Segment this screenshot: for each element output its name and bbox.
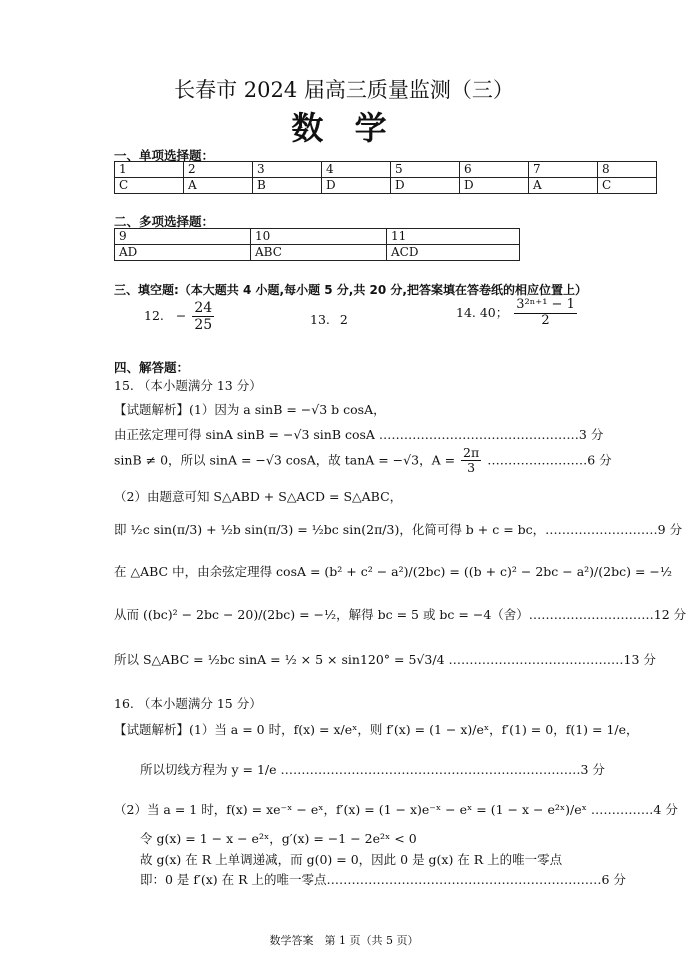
q16-line4: 令 g(x) = 1 − x − e²ˣ，g′(x) = −1 − 2e²ˣ < 0 [140,831,417,846]
q12-numerator: 24 [194,300,213,316]
table-cell: A [529,178,598,194]
page-title: 长春市 2024 届高三质量监测（三） [174,78,514,102]
q14-fraction [514,298,577,329]
answer-14 [456,298,579,329]
page-footer: 数学答案 第 1 页（共 5 页） [269,934,419,947]
table-cell: B [253,178,322,194]
answer-13 [310,312,348,327]
table-row [115,229,520,245]
answer-12: 12. − $\frac{24}{25}$ [144,300,213,334]
q16-line5: 故 g(x) 在 R 上单调递减，而 g(0) = 0，因此 0 是 g(x) 在 R 上的唯一零点 [140,852,563,867]
q13-value: 2 [339,312,348,327]
table-cell: 11 [387,229,520,245]
table-cell: AD [115,245,251,261]
q15-title: 15. （本小题满分 13 分） [114,378,262,393]
table-cell: ABC [251,245,387,261]
table-cell: D [391,178,460,194]
table-cell: 7 [529,162,598,178]
section3-heading: 三、填空题:（本大题共 4 小题,每小题 5 分,共 20 分,把答案填在答卷纸的相应位置上） [114,283,587,297]
q15-line6: 在 △ABC 中，由余弦定理得 cosA = (b² + c² − a²)/(2bc) = ((b + c)² − 2bc − a²)/(2bc) = −½ [114,564,672,579]
table-row [115,178,657,194]
table-cell: 3 [253,162,322,178]
q15-line5: 即 ½c sin(π/3) + ½b sin(π/3) = ½bc sin(2π/3)，化简可得 b + c = bc，………………………9 分 [114,522,683,537]
table-cell: 8 [598,162,657,178]
q16-line1: 【试题解析】(1）当 a = 0 时，f(x) = x/eˣ，则 f′(x) = (1 − x)/eˣ，f′(1) = 0，f(1) = 1/e， [114,722,639,737]
q15-angle-fraction [461,446,481,476]
q16-line2: 所以切线方程为 y = 1/e ………………………………………………………………3 分 [140,762,605,777]
q16-line6: 即：0 是 f′(x) 在 R 上的唯一零点…………………………………………………………6 分 [140,872,626,887]
table-cell: D [322,178,391,194]
table-row [115,245,520,261]
table-cell: 2 [184,162,253,178]
q15-line2: 由正弦定理可得 sinA sinB = −√3 sinB cosA …………………………………………3 分 [114,427,604,442]
q16-line3: （2）当 a = 1 时，f(x) = xe⁻ˣ − eˣ，f′(x) = (1 − x)e⁻ˣ − eˣ = (1 − x − e²ˣ)/eˣ ……………4 分 [114,802,678,817]
table-cell: C [115,178,184,194]
table-cell: 6 [460,162,529,178]
q16-title: 16. （本小题满分 15 分） [114,696,262,711]
single-choice-table [114,161,657,194]
section4-heading: 四、解答题： [114,360,190,375]
table-cell: 10 [251,229,387,245]
q15-line8: 所以 S△ABC = ½bc sinA = ½ × 5 × sin120° = 5√3/4 ……………………………………13 分 [114,652,656,667]
q14-numerator: 3²ⁿ⁺¹ − 1 [516,297,575,312]
table-cell: 5 [391,162,460,178]
q12-denominator: 25 [194,317,213,334]
q15-line7: 从而 ((bc)² − 2bc − 20)/(2bc) = −½，解得 bc = 5 或 bc = −4（舍）…………………………12 分 [114,607,687,622]
q15-angle-den: 3 [467,460,476,476]
section1-heading: 一、单项选择题： [114,148,215,163]
table-cell: A [184,178,253,194]
q14-denominator: 2 [541,312,550,328]
multi-choice-table [114,228,520,261]
q12-fraction [192,300,214,333]
q15-line3-text: sinB ≠ 0，所以 sinA = −√3 cosA，故 tanA = −√3，A = [114,452,456,468]
q14-label: 14. 40； [456,304,509,320]
q15-line1: 【试题解析】(1）因为 a sinB = −√3 b cosA， [114,402,386,417]
q15-line3-tail: ……………………6 分 [487,452,612,468]
table-cell: D [460,178,529,194]
table-cell: 1 [115,162,184,178]
q15-line4: （2）由题意可知 S△ABD + S△ACD = S△ABC， [114,489,403,504]
table-row [115,162,657,178]
q15-angle-num: 2π [463,445,480,460]
table-cell: ACD [387,245,520,261]
q13-label: 13. [310,312,330,327]
table-cell: C [598,178,657,194]
subject-title: 数 学 [291,109,397,147]
q12-label: 12. [144,308,164,324]
section2-heading: 二、多项选择题： [114,214,215,229]
table-cell: 9 [115,229,251,245]
table-cell: 4 [322,162,391,178]
q15-line3 [114,446,612,476]
